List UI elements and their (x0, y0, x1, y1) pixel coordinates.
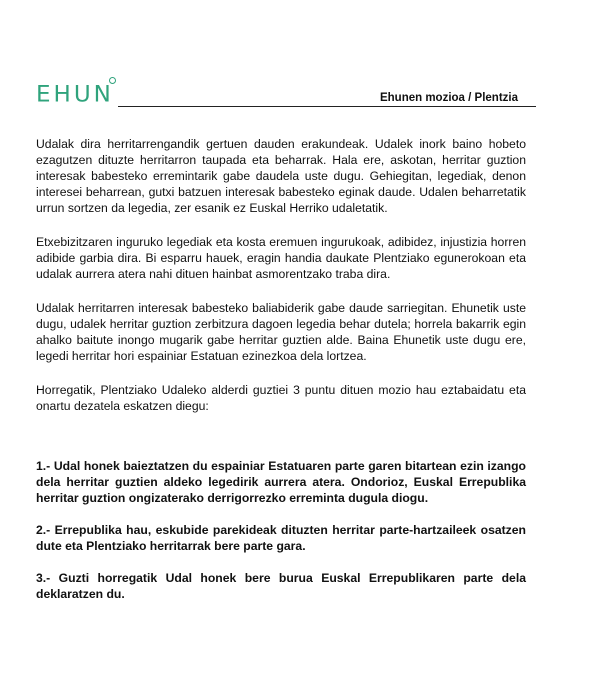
document-title: Ehunen mozioa / Plentzia (379, 92, 518, 104)
paragraph: Udalak herritarren interesak babesteko baliabiderik gabe daude sarriegitan. Ehunetik uste dugu, udalek herritar guztion zerbitzura dagoen legedia behar dutela; horrela bakarrik egin ahalko baitute inongo mugarik gabe herritar guztien alde. Baina Ehunetik uste dugu ere, legedi herritar hori espainiar Estatuan ezinezkoa dela lortzea. (36, 301, 526, 363)
document-header (36, 78, 536, 110)
paragraph: Etxebizitzaren inguruko legediak eta kosta eremuen ingurukoak, adibidez, injustizia horren adibide garbia dira. Bi esparru hauek, eragin handia daukate Plentziako egunerokoan eta udalak aurrera atera nahi dituen hainbat asmorentzako traba dira. (36, 235, 526, 281)
motion-point-2: 2.- Errepublika hau, eskubide parekideak dituzten herritar parte-hartzaileek osatzen dute eta Plentziako herritarrak bere parte gara. (36, 523, 526, 553)
paragraph: Horregatik, Plentziako Udaleko alderdi guztiei 3 puntu dituen mozio hau eztabaidatu eta onartu dezatela eskatzen diegu: (36, 383, 526, 413)
motion-point-3: 3.- Guzti horregatik Udal honek bere burua Euskal Errepublikaren parte dela deklaratzen du. (36, 571, 526, 601)
section-spacer (36, 432, 526, 458)
header-rule (118, 106, 536, 107)
document-body (36, 136, 526, 618)
logo-dot-icon (109, 77, 116, 84)
paragraph: Udalak dira herritarrengandik gertuen dauden erakundeak. Udalek inork baino hobeto ezagutzen dituzte herritarron taupada eta beharrak. Hala ere, askotan, herritar guztion interesak babesteko erremintarik gabe daudela uste dugu. Gehiegitan, legediak, denon interesei beharrean, gutxi batzuen interesak babesteko eginak daude. Udalen beharretatik urrun sortzen da legedia, zer esanik ez Euskal Herriko udaletatik. (36, 137, 526, 215)
ehun-logo: EHUN (36, 82, 114, 108)
motion-point-1: 1.- Udal honek baieztatzen du espainiar Estatuaren parte garen bitartean ezin izango dela herritar guztien aldeko legedirik aurrera atera. Ondorioz, Euskal Errepublika herritar guztion ongizaterako derrigorrezko erreminta dugula diogu. (36, 459, 526, 505)
